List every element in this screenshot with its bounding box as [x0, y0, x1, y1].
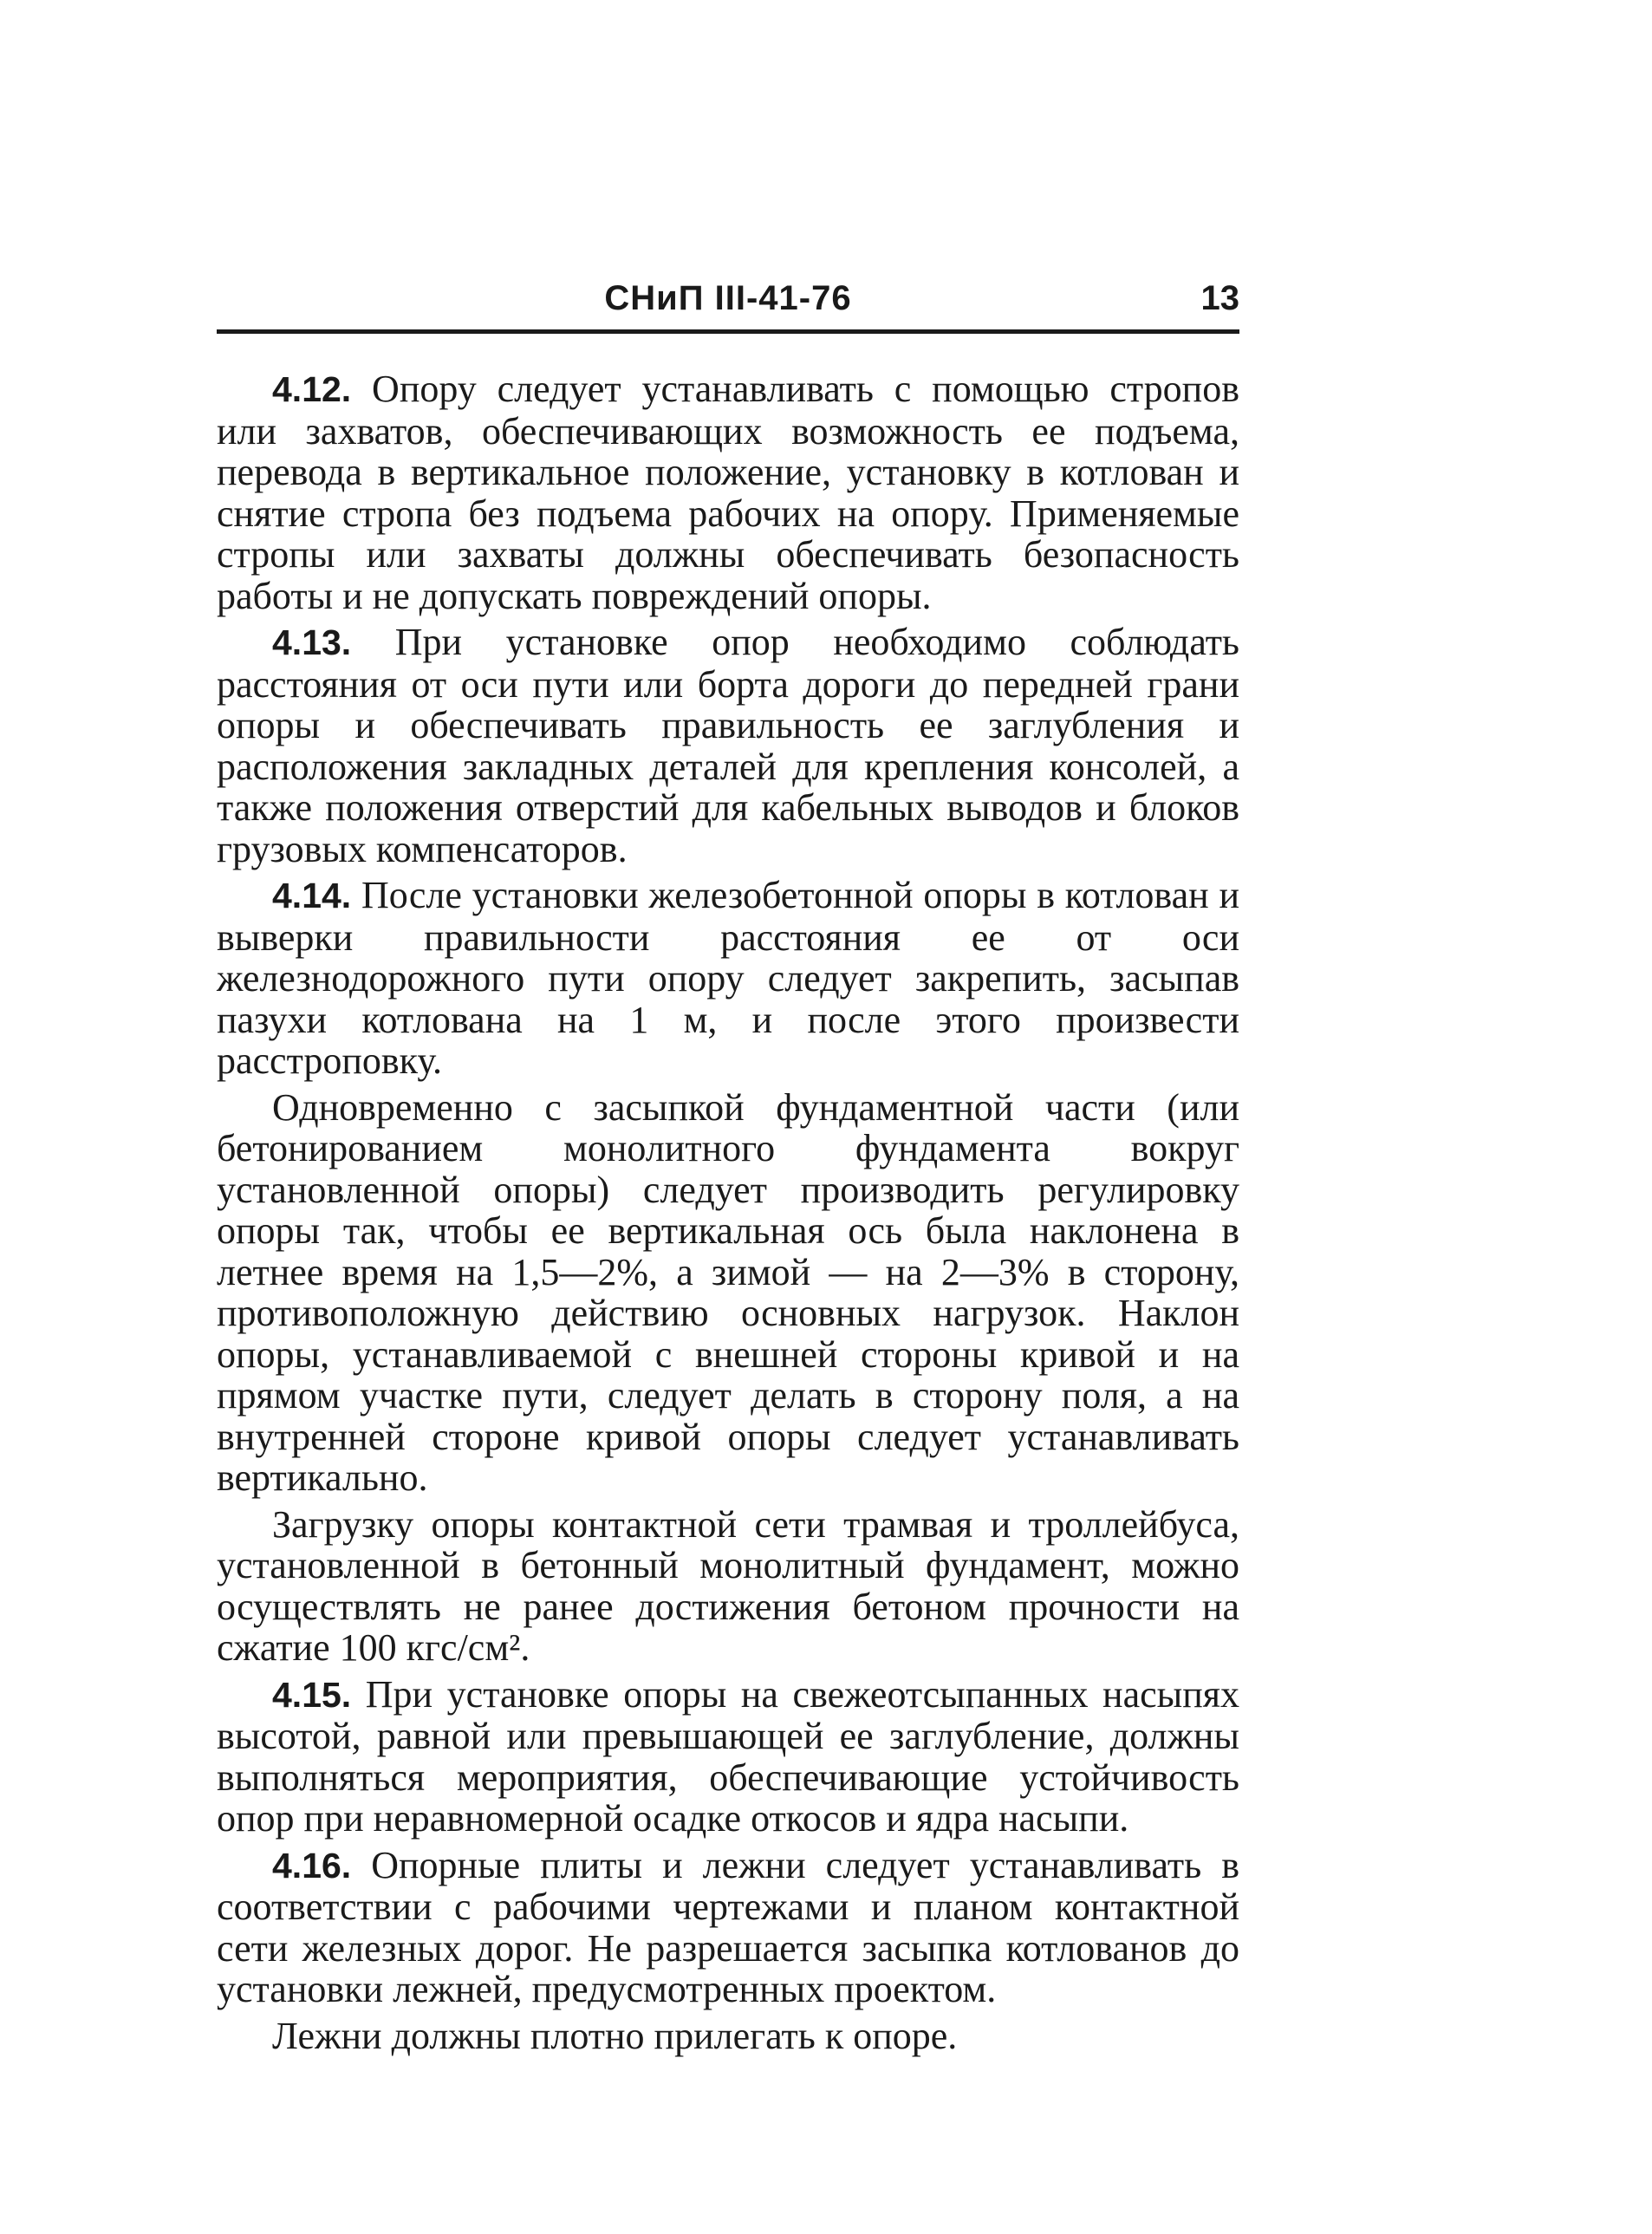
- clause-number: 4.12.: [272, 369, 352, 409]
- paragraph-text: Одновременно с засыпкой фундаментной части (или бетонированием монолитного фундамента вокруг установленной опоры) следует производить регулировку опоры так, чтобы ее вертикальная ось была наклонена в летнее время на 1,5—2%, а зимой — на 2—3% в сторону, противоположную действию основных нагрузок. Наклон опоры, устанавливаемой с внешней стороны кривой и на прямом участке пути, следует делать в сторону поля, а на внутренней стороне кривой опоры следует устанавливать вертикально.: [217, 1085, 1239, 1499]
- paragraph-4-12: [217, 368, 1239, 616]
- paragraph-text: После установки железобетонной опоры в котлован и выверки правильности расстояния ее от оси железнодорожного пути опору следует закрепить, засыпав пазухи котлована на 1 м, и после этого произвести расстроповку.: [217, 874, 1239, 1082]
- paragraph-text: Загрузку опоры контактной сети трамвая и троллейбуса, установленной в бетонный монолитный фундамент, можно осуществлять не ранее достижения бетоном прочности на сжатие 100 кгс/см².: [217, 1502, 1239, 1669]
- paragraph-4-14-continued: [217, 1087, 1239, 1499]
- clause-number: 4.14.: [272, 876, 352, 915]
- paragraph-text: При установке опоры на свежеотсыпанных насыпях высотой, равной или превышающей ее заглубление, должны выполняться мероприятия, обеспечивающие устойчивость опор при неравномерной осадке откосов и ядра насыпи.: [217, 1672, 1239, 1840]
- running-header: [217, 277, 1239, 334]
- document-page: [217, 277, 1239, 2061]
- paragraph-4-13: [217, 622, 1239, 870]
- paragraph-text: Опорные плиты и лежни следует устанавливать в соответствии с рабочими чертежами и планом контактной сети железных дорог. Не разрешается засыпка котлованов до установки лежней, предусмотренных проектом.: [217, 1843, 1239, 2010]
- clause-number: 4.13.: [272, 622, 352, 662]
- paragraph-4-14-trolleybus: [217, 1504, 1239, 1669]
- paragraph-4-14: [217, 875, 1239, 1082]
- paragraph-text: При установке опор необходимо соблюдать расстояния от оси пути или борта дороги до передней грани опоры и обеспечивать правильность ее заглубления и расположения закладных деталей для крепления консолей, а также положения отверстий для кабельных выводов и блоков грузовых компенсаторов.: [217, 621, 1240, 870]
- clause-number: 4.15.: [272, 1674, 352, 1715]
- paragraph-text: Лежни должны плотно прилегать к опоре.: [272, 2014, 958, 2057]
- paragraph-text: Опору следует устанавливать с помощью стропов или захватов, обеспечивающих возможность ее подъема, перевода в вертикальное положение, установку в котлован и снятие стропа без подъема рабочих на опору. Применяемые стропы или захваты должны обеспечивать безопасность работы и не допускать повреждений опоры.: [217, 368, 1239, 617]
- paragraph-4-16: [217, 1845, 1239, 2010]
- clause-number: 4.16.: [272, 1845, 352, 1886]
- page-number: 13: [1200, 279, 1239, 317]
- paragraph-4-15: [217, 1674, 1239, 1840]
- paragraph-4-16-continued: [217, 2016, 1239, 2057]
- document-code: СНиП III-41-76: [604, 279, 852, 317]
- body-text: [217, 368, 1239, 2056]
